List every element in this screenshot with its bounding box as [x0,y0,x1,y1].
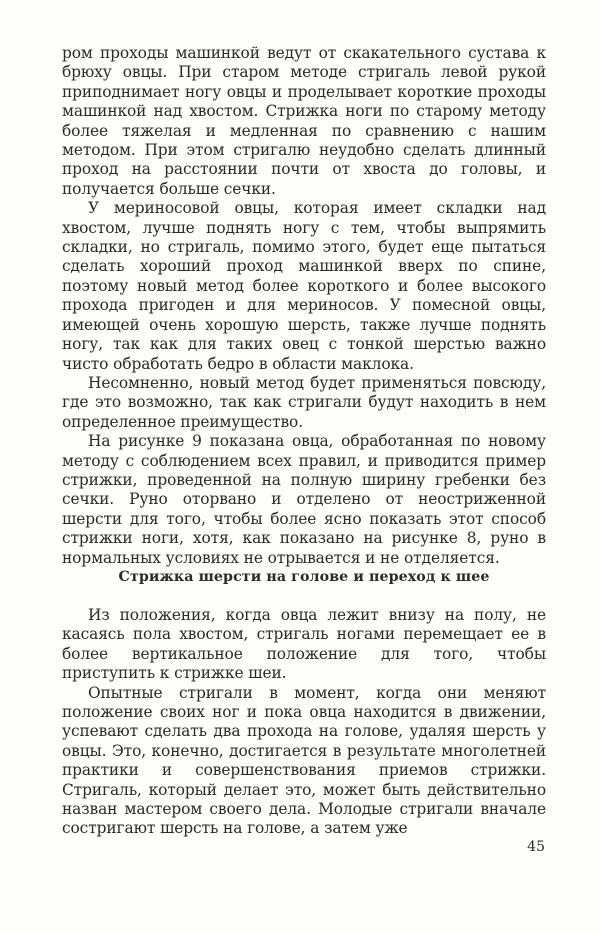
body-text-top [62,44,546,568]
paragraph-3: Несомненно, новый метод будет применяться повсюду, где это возможно, так как стригали будут находить в нем определенное преимущество. [62,373,546,431]
page-number: 45 [527,839,545,855]
paragraph-4: На рисунке 9 показана овца, обработанная по новому методу с соблюдением всех правил, и приводится пример стрижки, проведенной на полную ширину гребенки без сечки. Руно оторвано и отделено от неостриженной шерсти для того, чтобы более ясно показать этот способ стрижки ноги, хотя, как показано на рисунке 8, руно в нормальных условиях не отрывается и не отделяется. [62,432,546,567]
paragraph-2: У мериносовой овцы, которая имеет складки над хвостом, лучше поднять ногу с тем, чтобы выпрямить складки, но стригаль, помимо этого, будет еще пытаться сделать хороший проход машинкой вверх по спине, поэтому новый метод более короткого и более высокого прохода пригоден и для мериносов. У помесной овцы, имеющей очень хорошую шерсть, также лучше поднять ногу, так как для таких овец с тонкой шерстью важно чисто обработать бедро в области маклока. [62,199,546,373]
body-text-bottom [62,606,546,839]
paragraph-1: ром проходы машинкой ведут от скакательного сустава к брюху овцы. При старом методе стригаль левой рукой приподнимает ногу овцы и проделывает короткие проходы машинкой над хвостом. Стрижка ноги по старому методу более тяжелая и медленная по сравнению с нашим методом. При этом стригалю неудобно сделать длинный проход на расстоянии почти от хвоста до головы, и получается больше сечки. [62,44,546,198]
paragraph-6: Опытные стригали в момент, когда они меняют положение своих ног и пока овца находится в движении, успевают сделать два прохода на голове, удаляя шерсть у овцы. Это, конечно, достигается в результате многолетней практики и совершенствования приемов стрижки. Стригаль, который делает это, может быть действительно назван мастером своего дела. Молодые стригали вначале состригают шерсть на голове, а затем уже [62,683,546,838]
section-heading: Стрижка шерсти на голове и переход к шее [118,569,490,585]
paragraph-5: Из положения, когда овца лежит внизу на полу, не касаясь пола хвостом, стригаль ногами перемещает ее в более вертикальное положение для того, чтобы приступить к стрижке шеи. [62,606,546,683]
